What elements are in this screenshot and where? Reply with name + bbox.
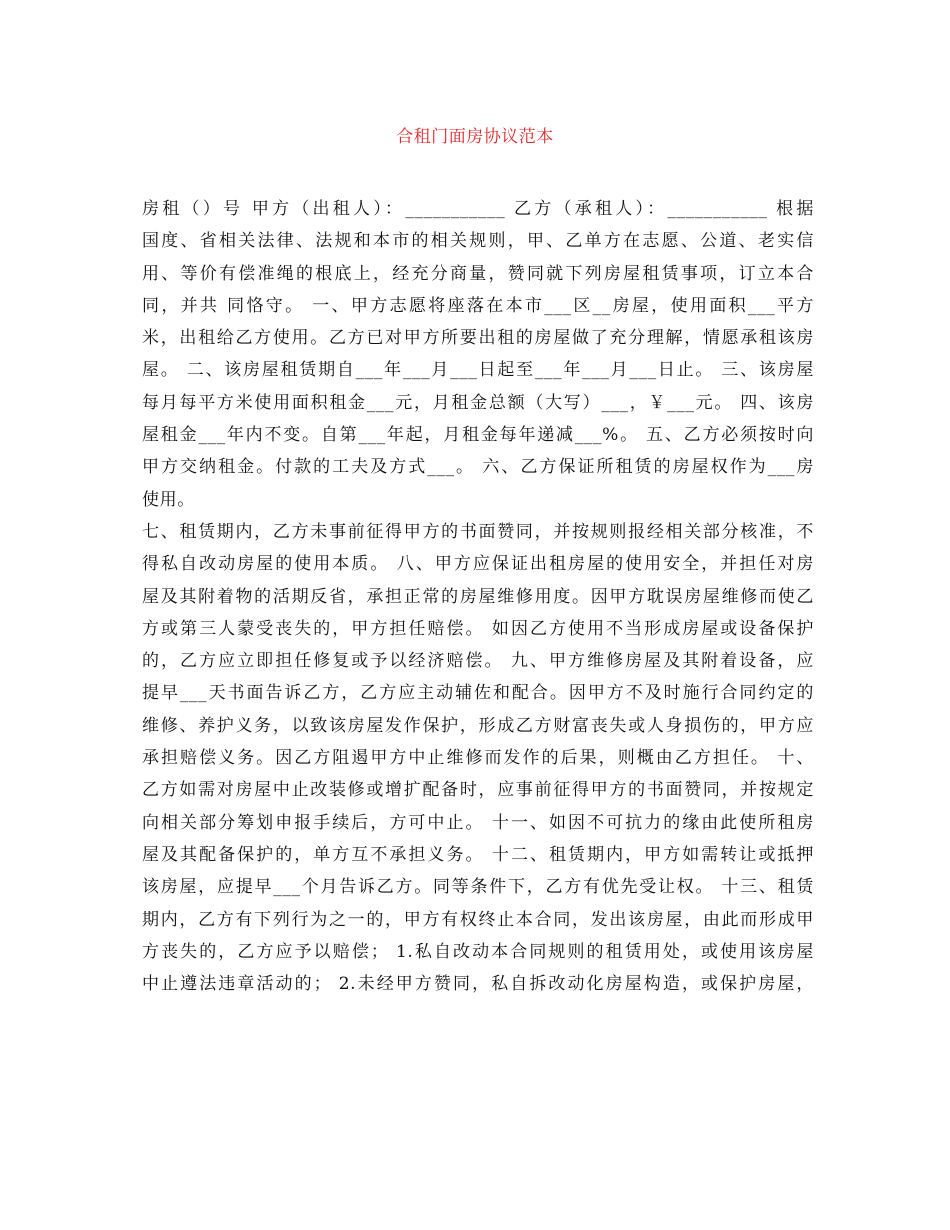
- body-line: 的，乙方应立即担任修复或予以经济赔偿。 九、甲方维修房屋及其附着设备，应: [142, 651, 814, 672]
- body-line: 向相关部分筹划申报手续后，方可中止。 十一、如因不可抗力的缘由此使所租房: [142, 812, 814, 833]
- body-line: 每月每平方米使用面积租金___元，月租金总额（大写）___，￥___元。 四、该房: [142, 392, 814, 413]
- document-title: 合租门面房协议范本: [396, 127, 554, 147]
- body-line: 该房屋，应提早___个月告诉乙方。同等条件下，乙方有优先受让权。 十三、租赁: [142, 877, 814, 898]
- body-line: 房租（）号 甲方（出租人）：___________ 乙方（承租人）：___________ 根据: [142, 199, 814, 219]
- body-line: 中止遵法违章活动的； 2.未经甲方赞同，私自拆改动化房屋构造，或保护房屋，: [142, 974, 814, 995]
- body-line: 甲方交纳租金。付款的工夫及方式___。 六、乙方保证所租赁的房屋权作为___房: [142, 457, 814, 478]
- body-line: 维修、养护义务，以致该房屋发作保护，形成乙方财富丧失或人身损伤的，甲方应: [142, 715, 814, 736]
- body-line: 乙方如需对房屋中止改装修或增扩配备时，应事前征得甲方的书面赞同，并按规定: [142, 780, 814, 801]
- body-line: 承担赔偿义务。因乙方阻遏甲方中止维修而发作的后果，则概由乙方担任。 十、: [142, 748, 814, 769]
- body-line: 国度、省相关法律、法规和本市的相关规则，甲、乙单方在志愿、公道、老实信: [142, 231, 814, 252]
- body-line: 米，出租给乙方使用。乙方已对甲方所要出租的房屋做了充分理解，情愿承租该房: [142, 328, 814, 349]
- body-line: 期内，乙方有下列行为之一的，甲方有权终止本合同，发出该房屋，由此而形成甲: [142, 909, 814, 930]
- body-line: 同，并共 同恪守。 一、甲方志愿将座落在本市___区__房屋，使用面积___平方: [142, 295, 814, 316]
- body-line: 方或第三人蒙受丧失的，甲方担任赔偿。 如因乙方使用不当形成房屋或设备保护: [142, 618, 814, 639]
- document-body: [142, 193, 814, 1000]
- body-line: 用、等价有偿准绳的根底上，经充分商量，赞同就下列房屋租赁事项，订立本合: [142, 263, 814, 284]
- body-line: 方丧失的，乙方应予以赔偿； 1.私自改动本合同规则的租赁用处，或使用该房屋: [142, 941, 814, 962]
- body-line: 得私自改动房屋的使用本质。 八、甲方应保证出租房屋的使用安全，并担任对房: [142, 554, 814, 575]
- body-line: 屋及其附着物的活期反省，承担正常的房屋维修用度。因甲方耽误房屋维修而使乙: [142, 586, 814, 607]
- body-line: 提早___天书面告诉乙方，乙方应主动辅佐和配合。因甲方不及时施行合同约定的: [142, 683, 814, 704]
- body-line: 屋租金___年内不变。自第___年起，月租金每年递减___%。 五、乙方必须按时向: [142, 425, 814, 446]
- body-line: 七、租赁期内，乙方未事前征得甲方的书面赞同，并按规则报经相关部分核准，不: [142, 521, 814, 542]
- body-line: 使用。: [142, 489, 195, 510]
- body-line: 屋及其配备保护的，单方互不承担义务。 十二、租赁期内，甲方如需转让或抵押: [142, 844, 814, 865]
- body-line: 屋。 二、该房屋租赁期自___年___月___日起至___年___月___日止。 三、该房屋: [142, 360, 814, 381]
